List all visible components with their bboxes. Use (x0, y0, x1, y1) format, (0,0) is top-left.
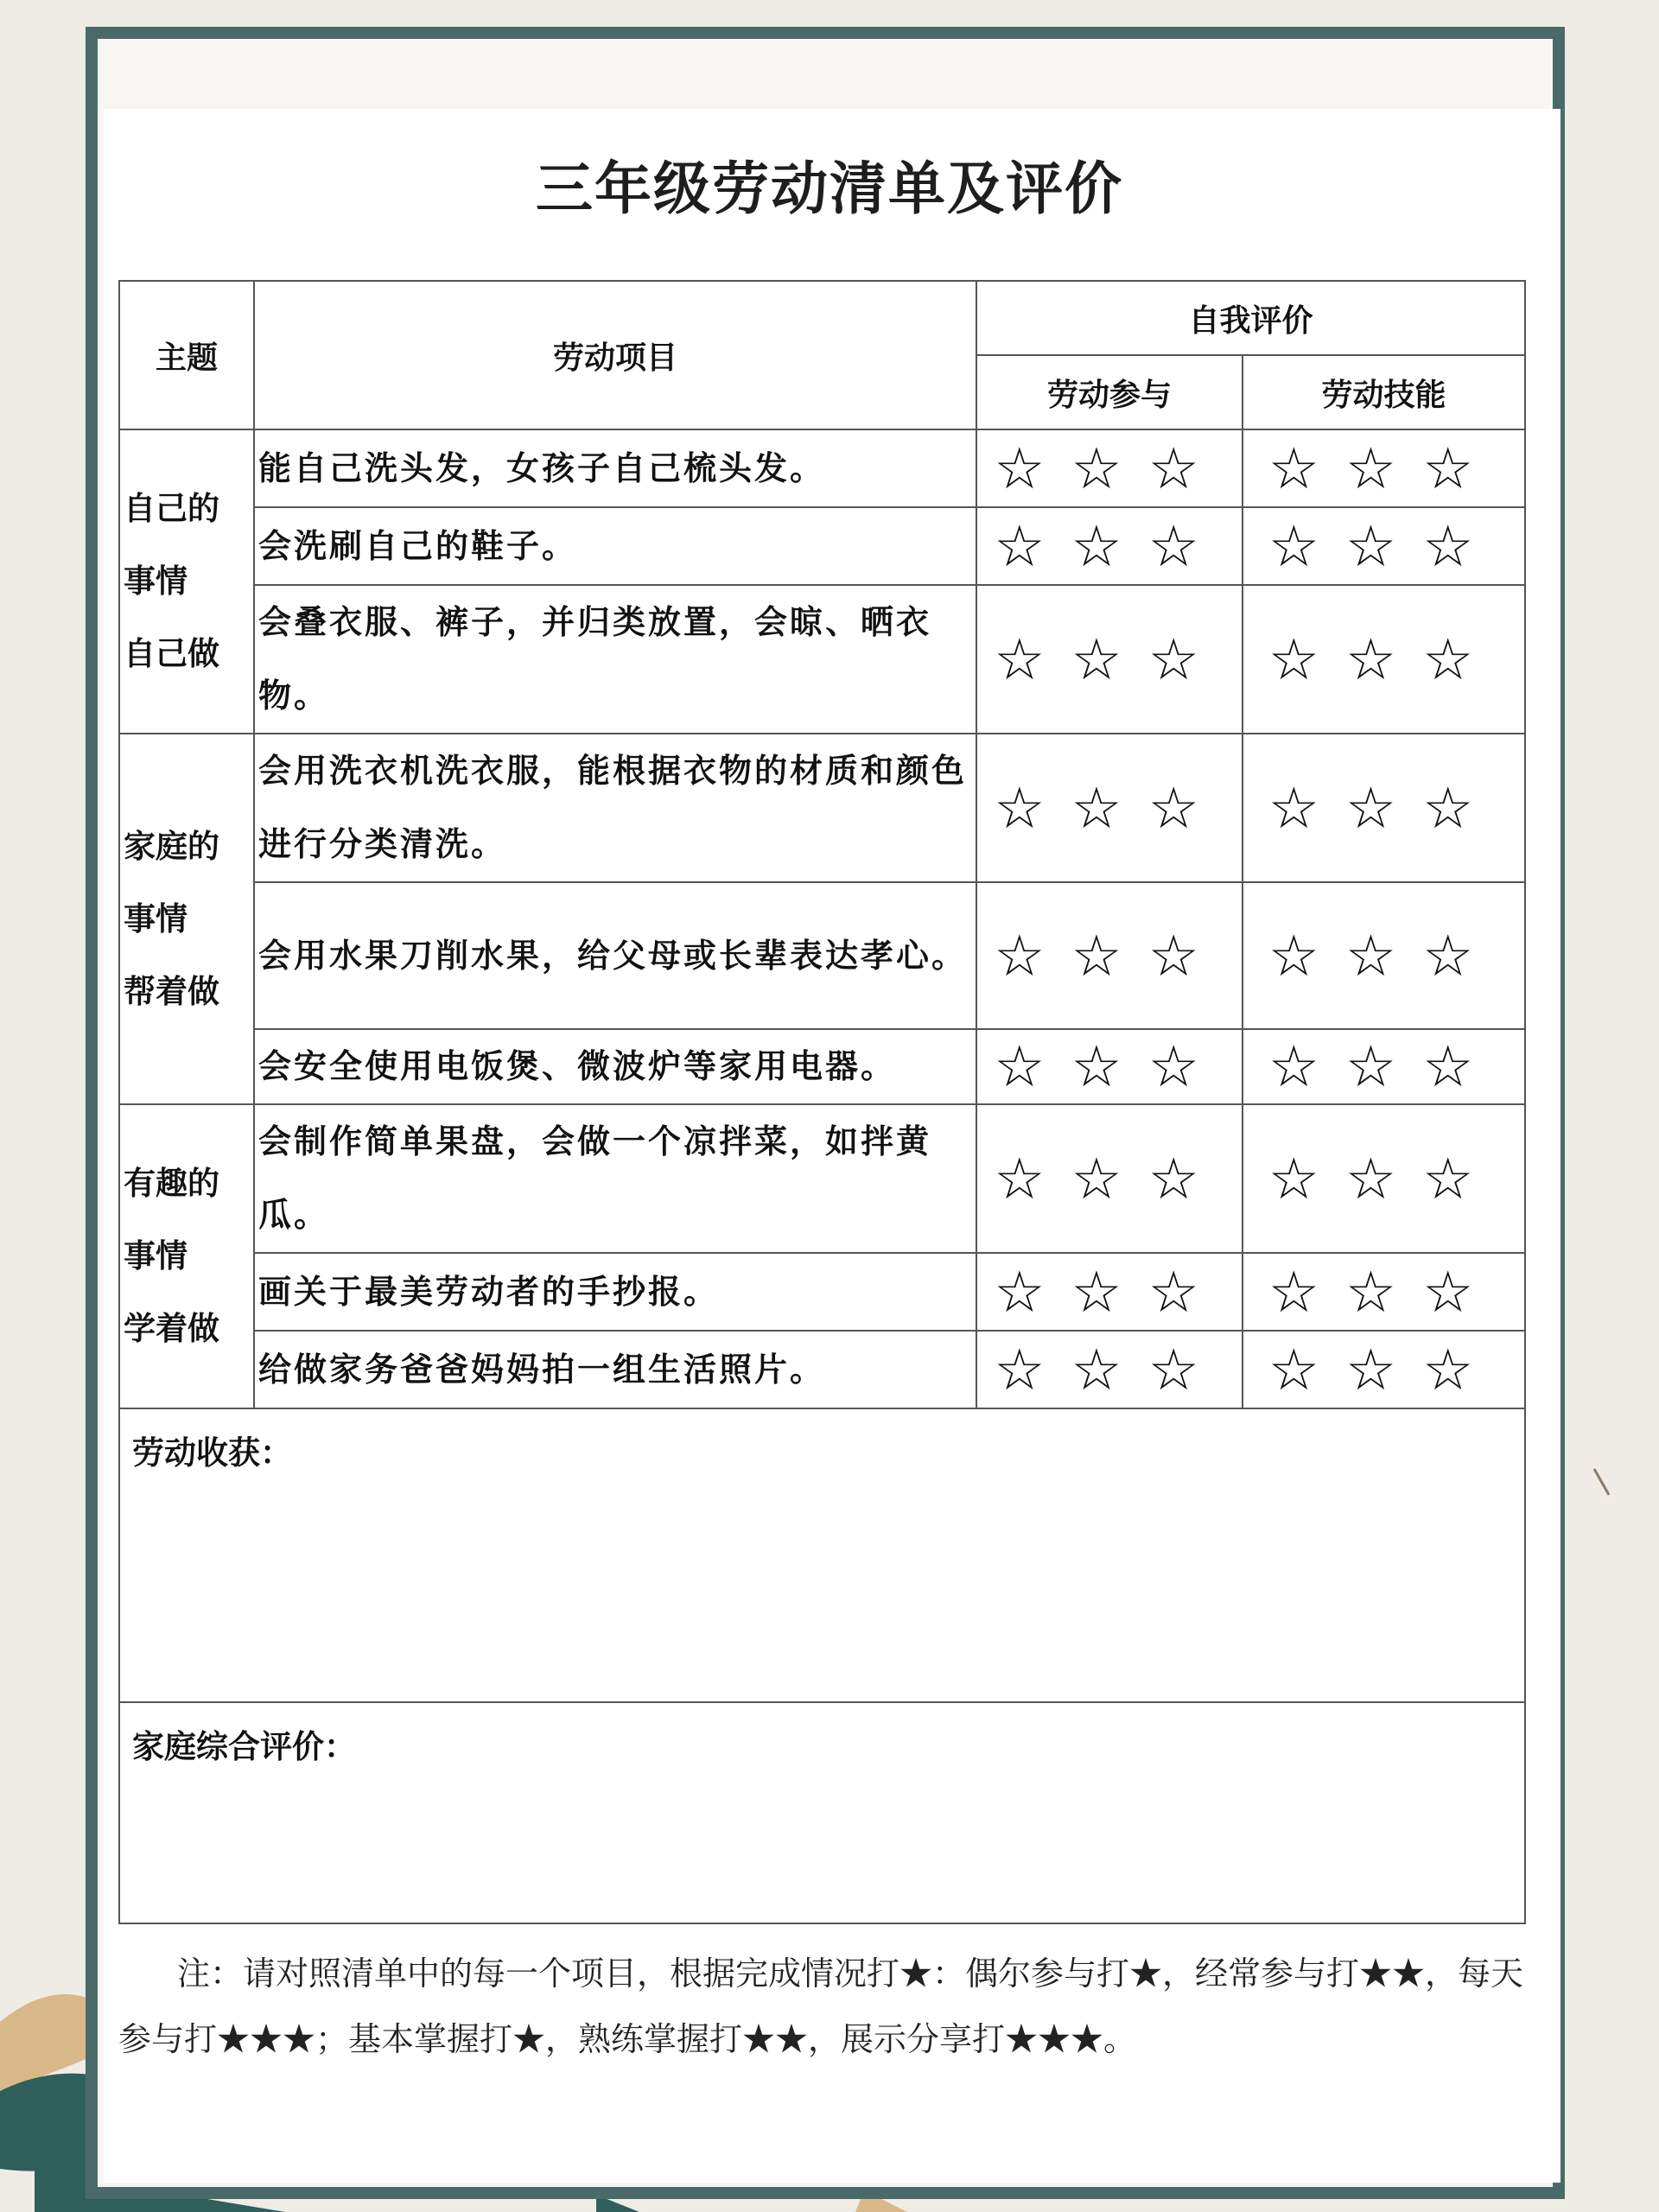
labor-item-text: 会叠衣服、裤子，并归类放置，会晾、晒衣物。 (254, 585, 976, 734)
table-row (119, 1253, 1525, 1331)
labor-item-text: 能自己洗头发，女孩子自己梳头发。 (254, 429, 976, 507)
skill-stars (1243, 1331, 1525, 1408)
labor-item-text: 会用水果刀削水果，给父母或长辈表达孝心。 (254, 882, 976, 1029)
theme-line: 自己做 (124, 635, 219, 672)
star-icon[interactable]: ☆ (1071, 1145, 1148, 1212)
star-icon[interactable]: ☆ (1071, 774, 1148, 842)
labor-gain-label: 劳动收获： (132, 1434, 292, 1471)
star-icon[interactable]: ☆ (994, 774, 1071, 842)
skill-stars (1243, 507, 1525, 585)
star-icon[interactable]: ☆ (1422, 435, 1500, 502)
star-icon[interactable]: ☆ (1422, 1033, 1500, 1100)
star-icon[interactable]: ☆ (1268, 626, 1345, 693)
star-icon[interactable]: ☆ (1344, 1336, 1423, 1403)
header-theme: 主题 (119, 281, 254, 429)
star-icon[interactable]: ☆ (1422, 1336, 1500, 1403)
star-icon[interactable]: ☆ (1422, 1258, 1500, 1325)
table-row (119, 1029, 1525, 1104)
theme-line: 帮着做 (124, 972, 219, 1010)
star-icon[interactable]: ☆ (1071, 1033, 1148, 1100)
star-icon[interactable]: ☆ (1147, 1145, 1225, 1212)
star-icon[interactable]: ☆ (1422, 1145, 1500, 1212)
theme-line: 家庭的 (124, 827, 219, 865)
star-icon[interactable]: ☆ (994, 922, 1071, 989)
star-icon[interactable]: ☆ (1071, 626, 1148, 693)
star-icon[interactable]: ☆ (994, 1033, 1071, 1100)
labor-item-text: 会制作简单果盘，会做一个凉拌菜，如拌黄瓜。 (254, 1104, 976, 1253)
skill-stars (1243, 882, 1525, 1029)
star-icon[interactable]: ☆ (1071, 1258, 1148, 1325)
star-icon[interactable]: ☆ (1268, 1145, 1345, 1212)
theme-line: 自己的 (124, 490, 219, 527)
family-evaluation-box[interactable] (119, 1702, 1525, 1923)
skill-stars (1243, 1253, 1525, 1331)
labor-item-text: 会用洗衣机洗衣服，能根据衣物的材质和颜色进行分类清洗。 (254, 734, 976, 882)
participation-stars (976, 734, 1243, 882)
star-icon[interactable]: ☆ (1268, 435, 1345, 502)
star-icon[interactable]: ☆ (994, 626, 1071, 693)
labor-item-text: 画关于最美劳动者的手抄报。 (254, 1253, 976, 1331)
participation-stars (976, 429, 1243, 507)
star-icon[interactable]: ☆ (994, 1145, 1071, 1212)
theme-cell (119, 1104, 254, 1408)
theme-cell (119, 429, 254, 734)
labor-item-text: 会安全使用电饭煲、微波炉等家用电器。 (254, 1029, 976, 1104)
participation-stars (976, 1253, 1243, 1331)
star-icon[interactable]: ☆ (1422, 922, 1500, 989)
skill-stars (1243, 585, 1525, 734)
participation-stars (976, 1104, 1243, 1253)
star-icon[interactable]: ☆ (1344, 1033, 1423, 1100)
header-participation: 劳动参与 (976, 355, 1243, 429)
header-self-eval: 自我评价 (976, 281, 1525, 355)
theme-line: 有趣的 (124, 1165, 219, 1202)
table-row (119, 1331, 1525, 1408)
star-icon[interactable]: ☆ (1147, 435, 1225, 502)
star-icon[interactable]: ☆ (1147, 774, 1225, 842)
star-icon[interactable]: ☆ (994, 1258, 1071, 1325)
theme-cell (119, 734, 254, 1104)
participation-stars (976, 1331, 1243, 1408)
table-row (119, 882, 1525, 1029)
star-icon[interactable]: ☆ (1268, 922, 1345, 989)
star-icon[interactable]: ☆ (1422, 774, 1500, 842)
table-row (119, 1104, 1525, 1253)
labor-item-text: 给做家务爸爸妈妈拍一组生活照片。 (254, 1331, 976, 1408)
star-icon[interactable]: ☆ (1268, 1258, 1345, 1325)
star-icon[interactable]: ☆ (1344, 1145, 1423, 1212)
skill-stars (1243, 429, 1525, 507)
star-icon[interactable]: ☆ (1268, 1033, 1345, 1100)
star-icon[interactable]: ☆ (1071, 435, 1148, 502)
theme-line: 事情 (124, 1237, 188, 1274)
star-icon[interactable]: ☆ (1344, 626, 1423, 693)
star-icon[interactable]: ☆ (1071, 1336, 1148, 1403)
star-icon[interactable]: ☆ (1147, 512, 1225, 580)
participation-stars (976, 1029, 1243, 1104)
labor-item-text: 会洗刷自己的鞋子。 (254, 507, 976, 585)
participation-stars (976, 882, 1243, 1029)
theme-line: 学着做 (124, 1310, 219, 1347)
skill-stars (1243, 734, 1525, 882)
header-skill: 劳动技能 (1243, 355, 1525, 429)
star-icon[interactable]: ☆ (994, 435, 1071, 502)
participation-stars (976, 507, 1243, 585)
star-icon[interactable]: ☆ (1268, 774, 1345, 842)
instruction-note: 注：请对照清单中的每一个项目，根据完成情况打★：偶尔参与打★，经常参与打★★，每天参与打★★★；基本掌握打★，熟练掌握打★★，展示分享打★★★。 (118, 1955, 1524, 2058)
labor-checklist-table (118, 280, 1526, 1924)
star-icon[interactable]: ☆ (1147, 626, 1225, 693)
star-icon[interactable]: ☆ (1344, 774, 1423, 842)
participation-stars (976, 585, 1243, 734)
theme-line: 事情 (124, 899, 188, 938)
star-icon[interactable]: ☆ (1268, 1336, 1345, 1403)
table-row (119, 429, 1525, 507)
star-icon[interactable]: ☆ (1268, 512, 1345, 580)
star-icon[interactable]: ☆ (1422, 512, 1500, 580)
table-row (119, 507, 1525, 585)
star-icon[interactable]: ☆ (1344, 512, 1423, 580)
star-icon[interactable]: ☆ (1071, 922, 1148, 989)
star-icon[interactable]: ☆ (994, 512, 1071, 580)
star-icon[interactable]: ☆ (1147, 1336, 1225, 1403)
header-item: 劳动项目 (254, 281, 976, 429)
skill-stars (1243, 1029, 1525, 1104)
theme-line: 事情 (124, 563, 188, 600)
star-icon[interactable]: ☆ (1344, 435, 1423, 502)
star-icon[interactable]: ☆ (1147, 1033, 1225, 1100)
family-evaluation-label: 家庭综合评价： (132, 1728, 356, 1765)
star-icon[interactable]: ☆ (1147, 1258, 1225, 1325)
star-icon[interactable]: ☆ (1147, 922, 1225, 989)
labor-gain-box[interactable] (119, 1408, 1525, 1702)
star-icon[interactable]: ☆ (1422, 626, 1500, 693)
table-row (119, 734, 1525, 882)
page-title: 三年级劳动清单及评价 (536, 155, 1123, 222)
star-icon[interactable]: ☆ (1344, 922, 1423, 989)
star-icon[interactable]: ☆ (994, 1336, 1071, 1403)
table-row (119, 585, 1525, 734)
star-icon[interactable]: ☆ (1071, 512, 1148, 580)
skill-stars (1243, 1104, 1525, 1253)
star-icon[interactable]: ☆ (1344, 1258, 1423, 1325)
